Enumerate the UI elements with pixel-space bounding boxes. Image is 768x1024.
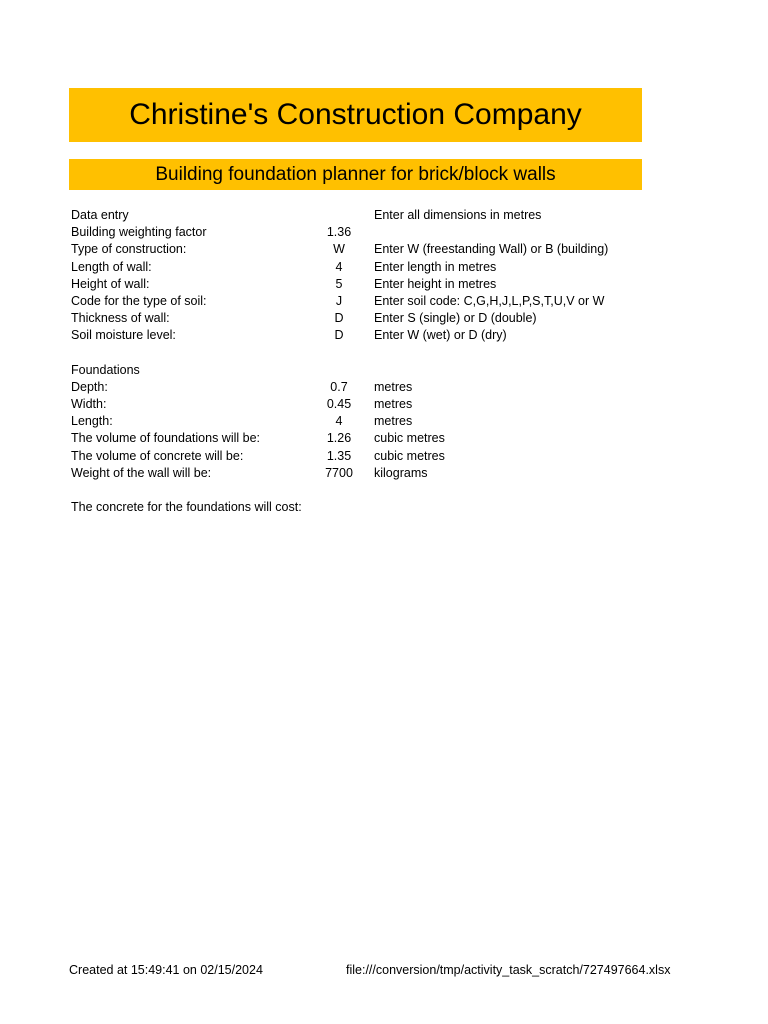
row-value: W — [333, 242, 345, 257]
subtitle-banner — [69, 159, 642, 190]
company-title: Christine's Construction Company — [129, 98, 582, 131]
row-value: 4 — [335, 259, 343, 274]
sheet-row — [71, 379, 671, 396]
sheet-row — [71, 499, 671, 516]
row-value: 4 — [335, 414, 343, 429]
row-value: D — [334, 328, 344, 343]
row-value: 1.35 — [326, 448, 352, 463]
row-note: metres — [374, 379, 413, 394]
row-note: kilograms — [374, 465, 428, 480]
row-label: The volume of concrete will be: — [71, 448, 244, 463]
row-label: Thickness of wall: — [71, 311, 170, 326]
sheet-row — [71, 224, 671, 241]
row-label: Width: — [71, 397, 107, 412]
row-label: Depth: — [71, 379, 108, 394]
row-label: Type of construction: — [71, 242, 187, 257]
row-value: D — [334, 311, 344, 326]
sheet-row — [71, 327, 671, 344]
row-label: Code for the type of soil: — [71, 293, 207, 308]
sheet-row — [71, 276, 671, 293]
row-note: Enter W (wet) or D (dry) — [374, 328, 507, 343]
created-timestamp: Created at 15:49:41 on 02/15/2024 — [69, 963, 263, 977]
file-path: file:///conversion/tmp/activity_task_scratch/727497664.xlsx — [346, 963, 671, 977]
sheet-row — [71, 345, 671, 362]
row-label: Soil moisture level: — [71, 328, 176, 343]
sheet-row — [71, 259, 671, 276]
row-note: Enter all dimensions in metres — [374, 208, 542, 222]
sheet-row — [71, 310, 671, 327]
row-value: 5 — [335, 276, 343, 291]
sheet-row — [71, 482, 671, 499]
sheet-row — [71, 362, 671, 379]
row-label: The concrete for the foundations will cost: — [71, 500, 302, 515]
row-label: Height of wall: — [71, 276, 150, 291]
row-label: Building weighting factor — [71, 225, 207, 240]
row-label: Length: — [71, 414, 113, 429]
sheet-row — [71, 448, 671, 465]
sheet-row — [71, 430, 671, 447]
row-note: cubic metres — [374, 431, 445, 446]
row-note: Enter W (freestanding Wall) or B (building) — [374, 242, 609, 257]
row-note: metres — [374, 414, 413, 429]
sheet-row — [71, 293, 671, 310]
sheet-row — [71, 413, 671, 430]
sheet-row — [71, 396, 671, 413]
row-value: 1.36 — [326, 225, 352, 240]
row-note: metres — [374, 397, 413, 412]
sheet-row — [71, 207, 671, 224]
row-note: Enter soil code: C,G,H,J,L,P,S,T,U,V or W — [374, 293, 605, 308]
company-title-banner — [69, 88, 642, 142]
row-note: Enter S (single) or D (double) — [374, 311, 537, 326]
row-label: The volume of foundations will be: — [71, 431, 260, 446]
row-label: Foundations — [71, 362, 140, 377]
row-value: 7700 — [325, 465, 353, 480]
row-note: Enter length in metres — [374, 259, 497, 274]
row-note: Enter height in metres — [374, 276, 497, 291]
row-value: 1.26 — [326, 431, 352, 446]
sheet-row — [71, 241, 671, 258]
row-note: cubic metres — [374, 448, 445, 463]
row-label: Length of wall: — [71, 259, 152, 274]
row-value: 0.7 — [330, 379, 348, 394]
row-label: Data entry — [71, 208, 129, 222]
row-value: 0.45 — [326, 397, 352, 412]
spreadsheet-body — [71, 207, 671, 516]
row-label: Weight of the wall will be: — [71, 465, 212, 480]
row-value: J — [335, 293, 343, 308]
sheet-row — [71, 465, 671, 482]
page-subtitle: Building foundation planner for brick/block walls — [155, 163, 556, 185]
